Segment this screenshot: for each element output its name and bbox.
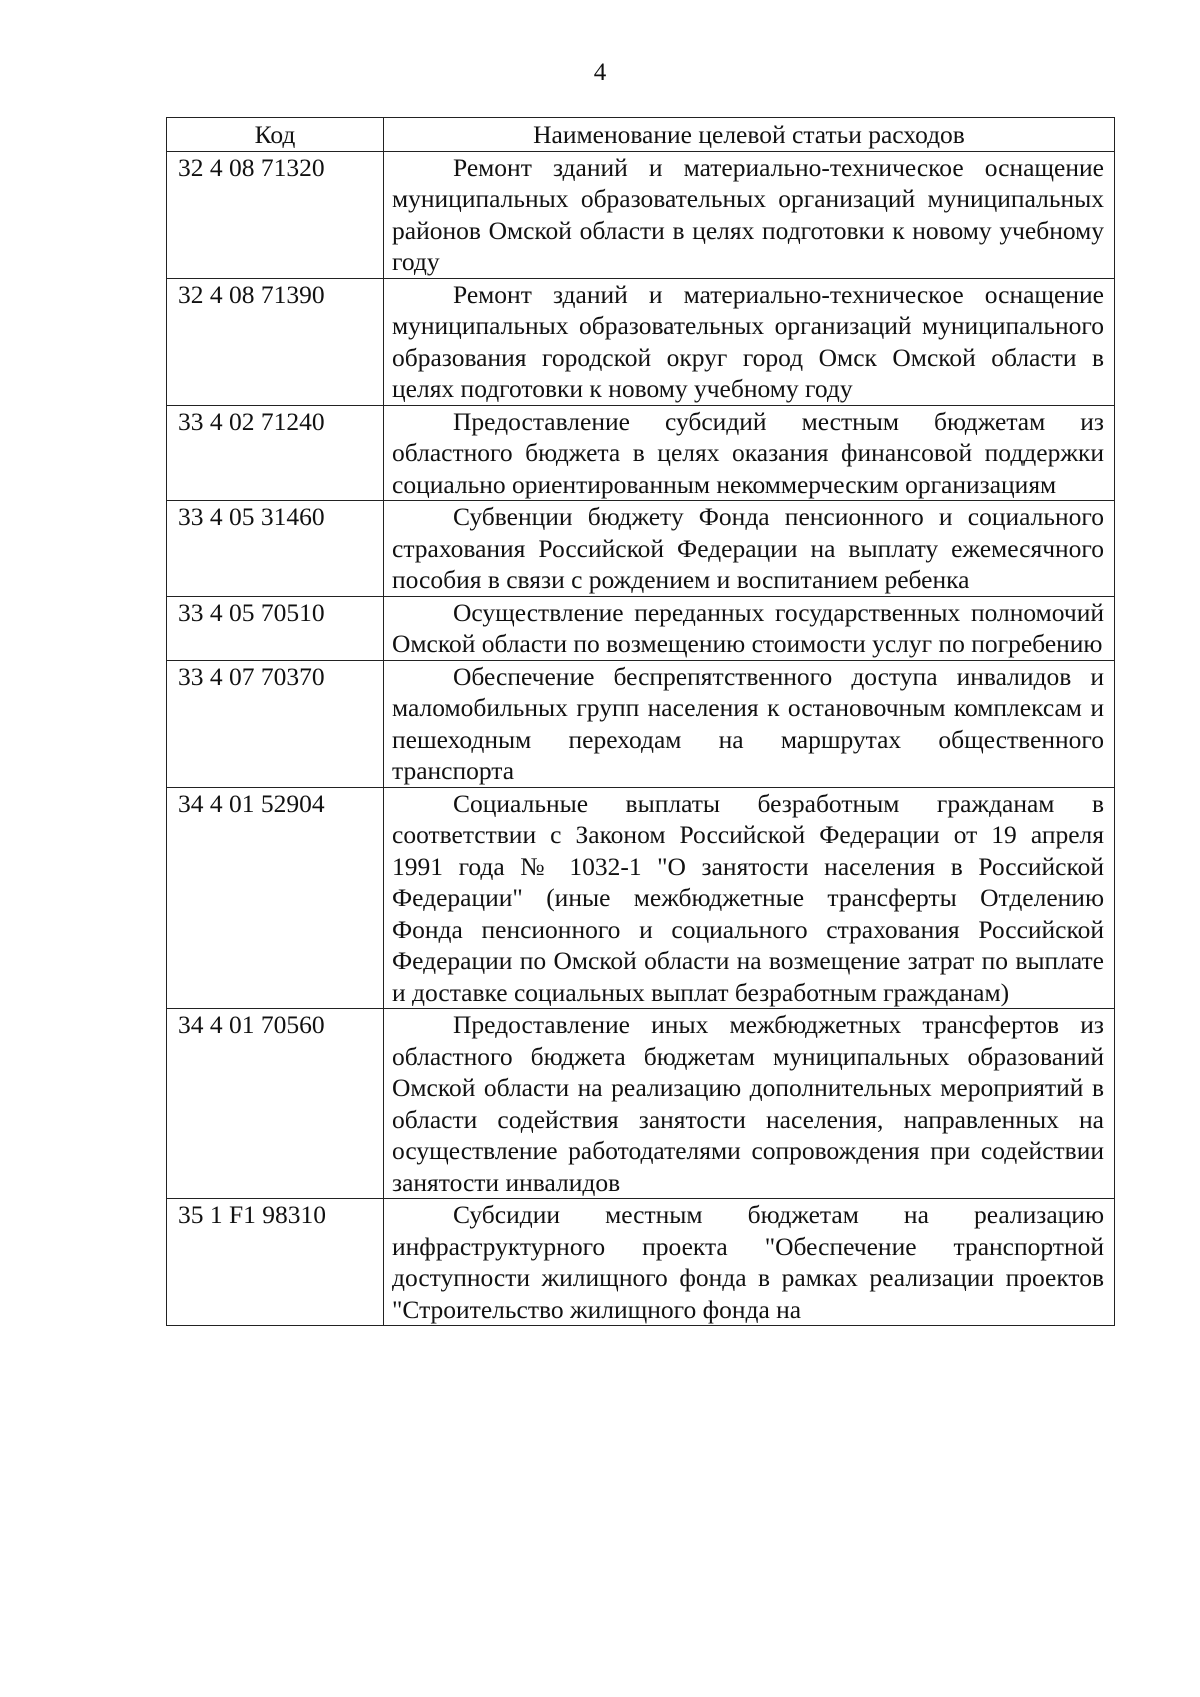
row-code: 32 4 08 71320	[167, 151, 384, 278]
row-code: 34 4 01 52904	[167, 787, 384, 1009]
table-row	[167, 596, 1115, 660]
header-code: Код	[167, 118, 384, 152]
row-name: Обеспечение беспрепятственного доступа инвалидов и маломобильных групп населения к остановочным комплексам и пешеходным переходам на маршрутах общественного транспорта	[384, 660, 1115, 787]
row-name: Ремонт зданий и материально-техническое оснащение муниципальных образовательных организаций муниципального образования городской округ город Омск Омской области в целях подготовки к новому учебному году	[384, 278, 1115, 405]
row-name: Субсидии местным бюджетам на реализацию инфраструктурного проекта "Обеспечение транспортной доступности жилищного фонда в рамках реализации проектов "Строительство жилищного фонда на	[384, 1199, 1115, 1326]
table-row	[167, 660, 1115, 787]
row-name: Субвенции бюджету Фонда пенсионного и социального страхования Российской Федерации на выплату ежемесячного пособия в связи с рождением и воспитанием ребенка	[384, 501, 1115, 597]
row-name: Ремонт зданий и материально-техническое оснащение муниципальных образовательных организаций муниципальных районов Омской области в целях подготовки к новому учебному году	[384, 151, 1115, 278]
row-code: 33 4 05 31460	[167, 501, 384, 597]
row-name: Социальные выплаты безработным гражданам в соответствии с Законом Российской Федерации от 19 апреля 1991 года № 1032-1 "О занятости населения в Российской Федерации" (иные межбюджетные трансферты Отделению Фонда пенсионного и социального страхования Российской Федерации по Омской области на возмещение затрат по выплате и доставке социальных выплат безработным гражданам)	[384, 787, 1115, 1009]
table-row	[167, 787, 1115, 1009]
table-row	[167, 151, 1115, 278]
budget-items-table	[166, 117, 1115, 1326]
row-code: 34 4 01 70560	[167, 1009, 384, 1199]
row-code: 35 1 F1 98310	[167, 1199, 384, 1326]
row-name: Предоставление иных межбюджетных трансфертов из областного бюджета бюджетам муниципальных образований Омской области на реализацию дополнительных мероприятий в области содействия занятости населения, направленных на осуществление работодателями сопровождения при содействии занятости инвалидов	[384, 1009, 1115, 1199]
page-number: 4	[593, 59, 607, 86]
table-row	[167, 1009, 1115, 1199]
row-code: 33 4 07 70370	[167, 660, 384, 787]
header-name: Наименование целевой статьи расходов	[384, 118, 1115, 152]
row-name: Предоставление субсидий местным бюджетам из областного бюджета в целях оказания финансовой поддержки социально ориентированным некоммерческим организациям	[384, 405, 1115, 501]
row-name: Осуществление переданных государственных полномочий Омской области по возмещению стоимости услуг по погребению	[384, 596, 1115, 660]
table-row	[167, 1199, 1115, 1326]
row-code: 33 4 02 71240	[167, 405, 384, 501]
table-row	[167, 405, 1115, 501]
table-row	[167, 501, 1115, 597]
table-header-row	[167, 118, 1115, 152]
row-code: 32 4 08 71390	[167, 278, 384, 405]
row-code: 33 4 05 70510	[167, 596, 384, 660]
table-row	[167, 278, 1115, 405]
